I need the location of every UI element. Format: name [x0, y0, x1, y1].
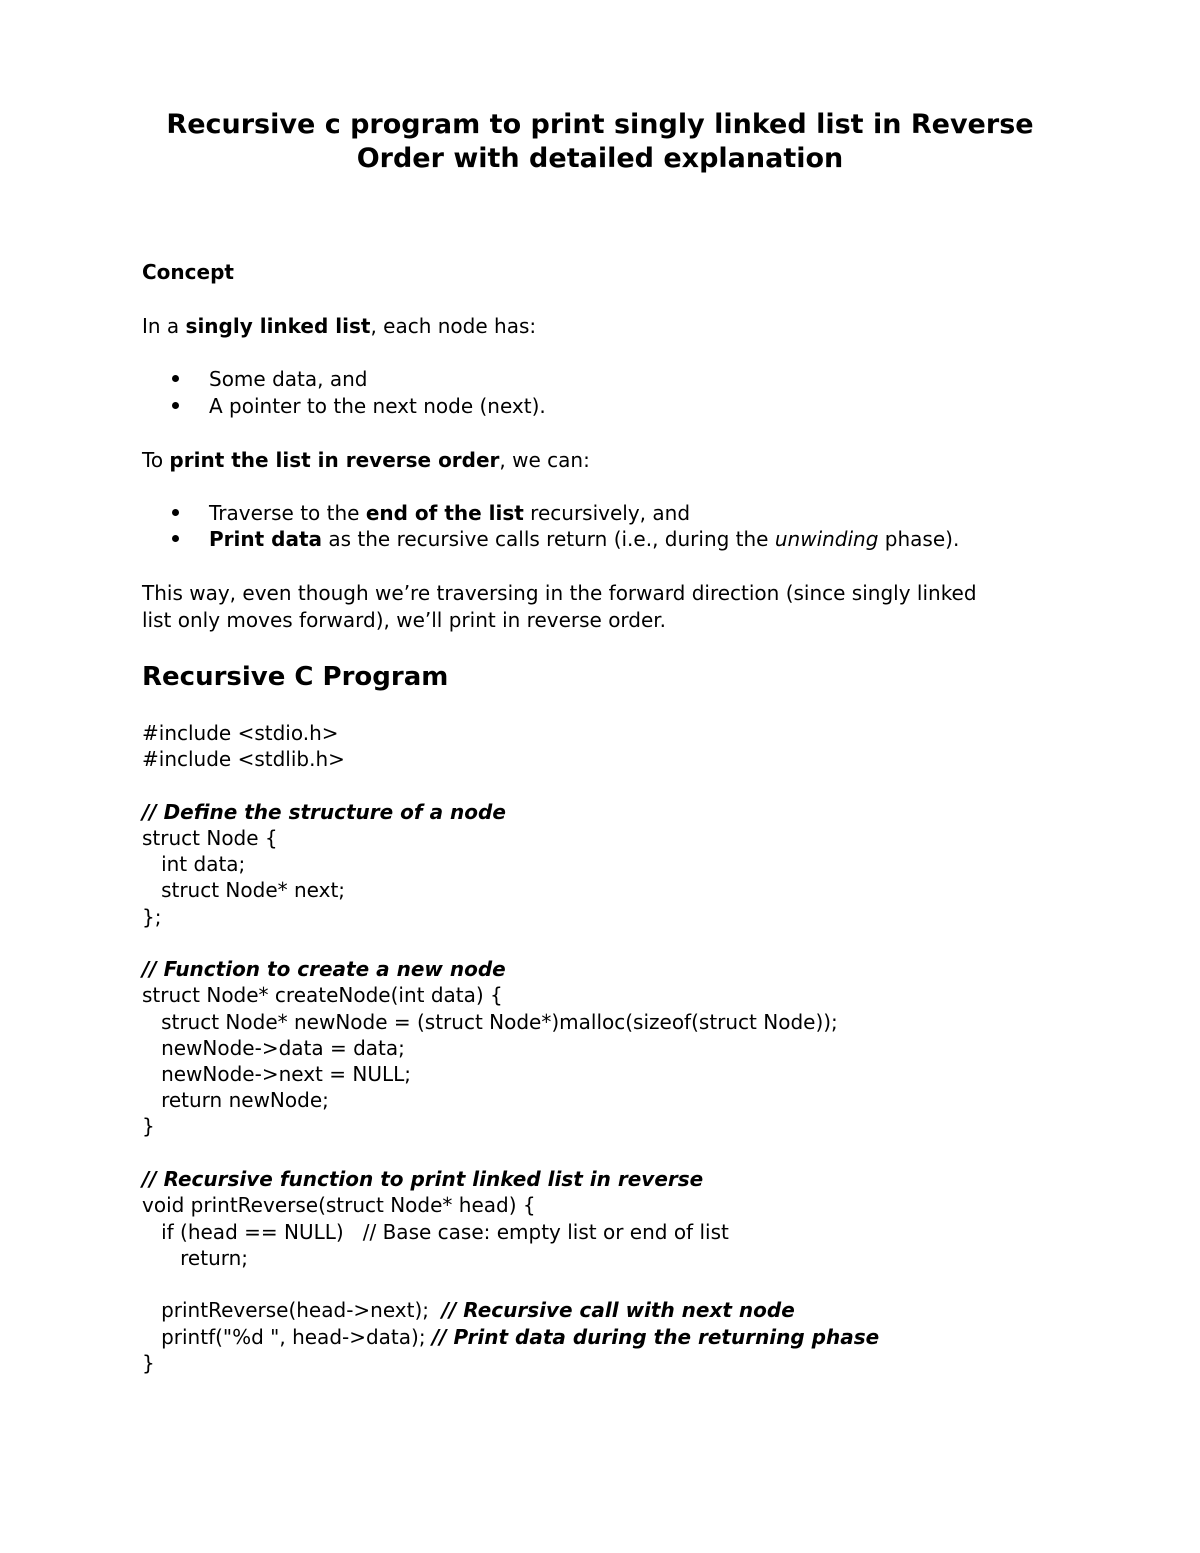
- program-heading: Recursive C Program: [142, 662, 449, 692]
- step-italic: unwinding: [774, 527, 879, 551]
- code-comment: // Print data during the returning phase: [431, 1325, 880, 1349]
- concept-approach: [142, 447, 590, 473]
- code-line: newNode->data = data;: [142, 1036, 405, 1060]
- step-bold: Print data: [209, 527, 323, 551]
- code-line: void printReverse(struct Node* head) {: [142, 1193, 536, 1217]
- code-comment: // Function to create a new node: [142, 957, 506, 981]
- doc-title-line-2: Order with detailed explanation: [356, 143, 844, 174]
- code-line: if (head == NULL) // Base case: empty list or end of list: [142, 1220, 729, 1244]
- step-mid: as the recursive calls return (i.e., during the: [322, 527, 775, 551]
- concept-heading: Concept: [142, 260, 234, 284]
- code-line: struct Node* next;: [142, 878, 346, 902]
- bullet-icon: [172, 402, 179, 409]
- step-post: recursively, and: [523, 501, 691, 525]
- intro-bold: singly linked list: [185, 314, 371, 338]
- code-line: #include <stdio.h>: [142, 721, 339, 745]
- approach-bold: print the list in reverse order: [169, 448, 500, 472]
- bullet-icon: [172, 375, 179, 382]
- summary-line: list only moves forward), we’ll print in reverse order.: [142, 608, 667, 632]
- step-post: phase).: [878, 527, 960, 551]
- code-comment: // Recursive function to print linked list in reverse: [142, 1167, 704, 1191]
- code-line: #include <stdlib.h>: [142, 747, 345, 771]
- code-line: return;: [142, 1246, 249, 1270]
- bullet-icon: [172, 509, 179, 516]
- bullet-item: [172, 526, 959, 552]
- bullet-text: Some data, and: [209, 367, 368, 391]
- code-line: newNode->next = NULL;: [142, 1062, 411, 1086]
- code-text: printReverse(head->next);: [142, 1298, 442, 1322]
- intro-pre: In a: [142, 314, 186, 338]
- bullet-item: [172, 366, 367, 392]
- code-comment: // Recursive call with next node: [441, 1298, 795, 1322]
- code-line: };: [142, 905, 162, 929]
- bullet-text: A pointer to the next node (next).: [209, 394, 546, 418]
- bullet-item: [172, 500, 690, 526]
- code-line: [142, 1297, 795, 1323]
- bullet-icon: [172, 535, 179, 542]
- code-line: }: [142, 1351, 155, 1375]
- summary-line: This way, even though we’re traversing in the forward direction (since singly linked: [142, 581, 977, 605]
- code-comment: // Define the structure of a node: [142, 800, 506, 824]
- code-line: struct Node* newNode = (struct Node*)malloc(sizeof(struct Node));: [142, 1010, 838, 1034]
- code-line: }: [142, 1114, 155, 1138]
- code-line: [142, 1324, 879, 1350]
- approach-pre: To: [142, 448, 170, 472]
- bullet-item: [172, 393, 546, 419]
- concept-intro: [142, 313, 536, 339]
- code-line: struct Node {: [142, 826, 278, 850]
- code-line: int data;: [142, 852, 246, 876]
- approach-post: , we can:: [499, 448, 590, 472]
- step-bold: end of the list: [365, 501, 524, 525]
- doc-title-line-1: Recursive c program to print singly linked list in Reverse: [166, 109, 1034, 140]
- step-pre: Traverse to the: [209, 501, 366, 525]
- code-text: printf("%d ", head->data);: [142, 1325, 432, 1349]
- code-line: struct Node* createNode(int data) {: [142, 983, 503, 1007]
- intro-post: , each node has:: [370, 314, 537, 338]
- code-line: return newNode;: [142, 1088, 329, 1112]
